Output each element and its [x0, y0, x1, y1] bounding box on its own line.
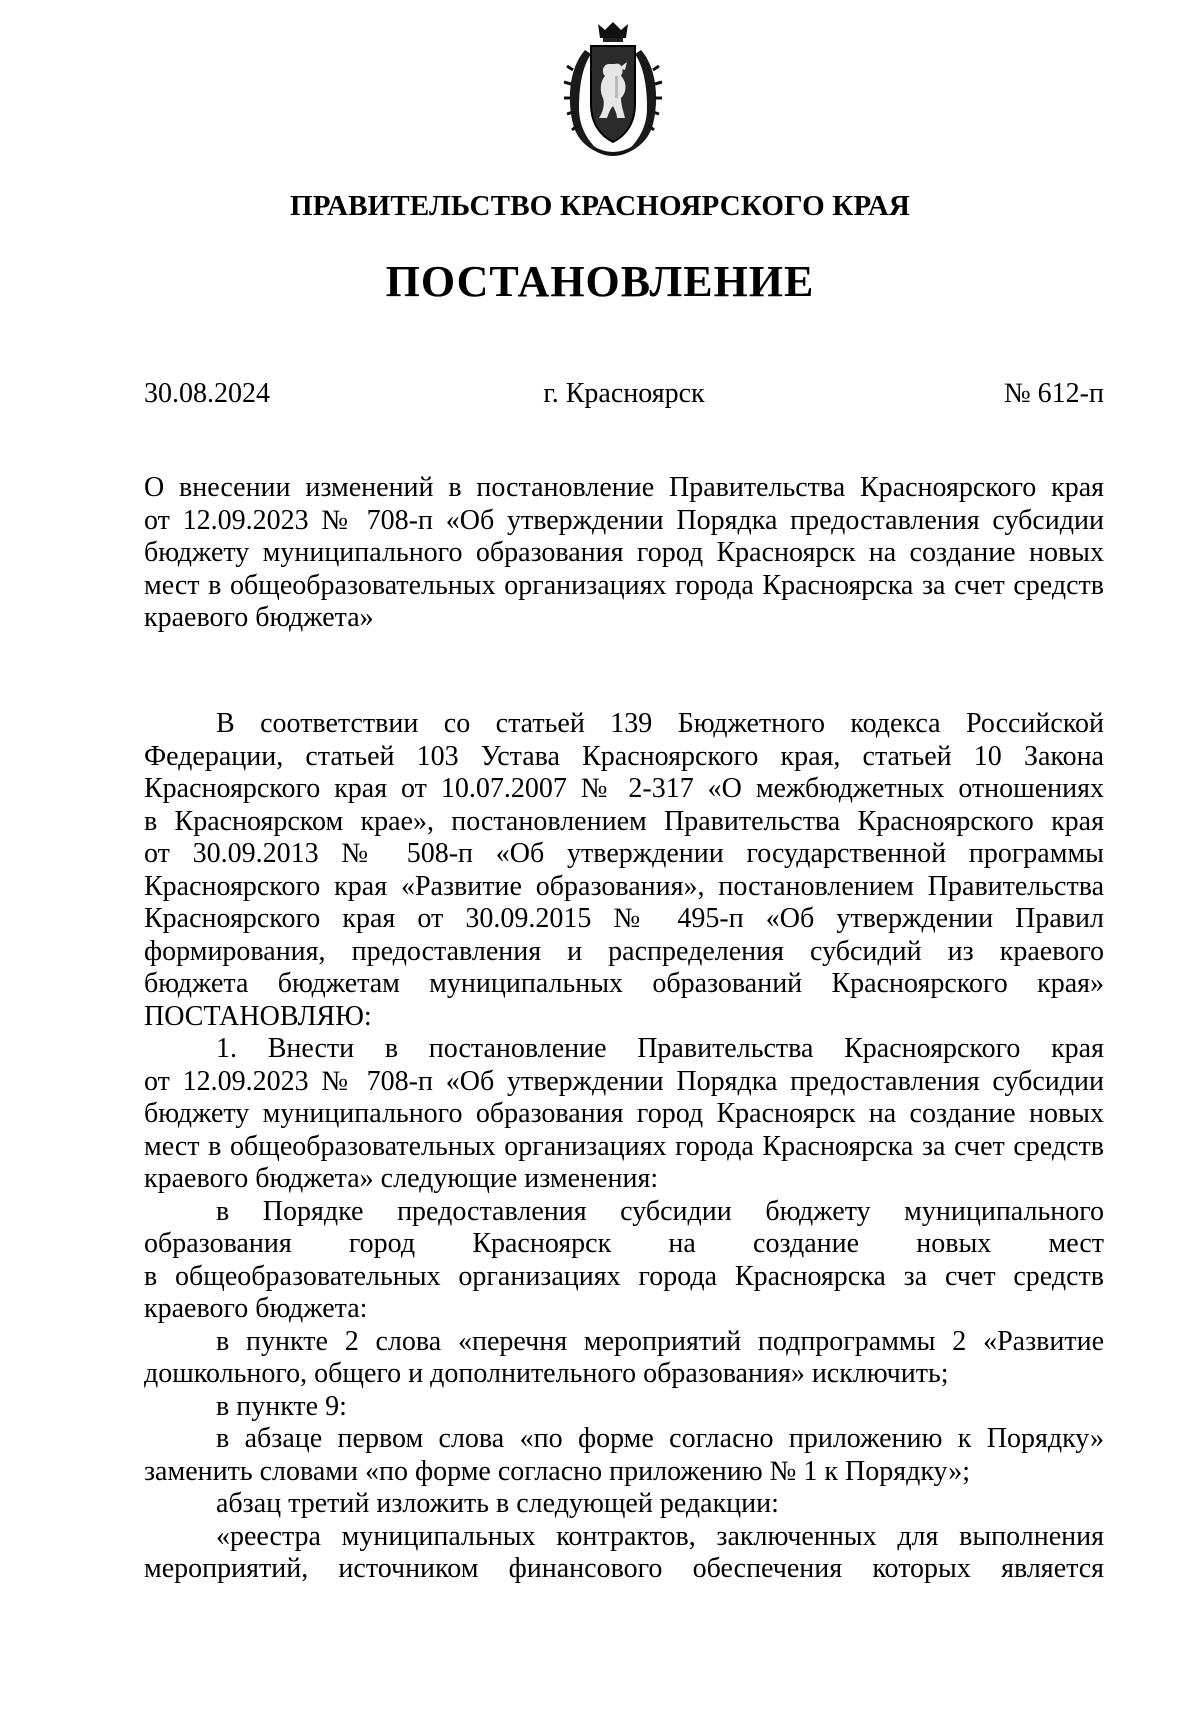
paragraph-third-amendment	[144, 1488, 1104, 1521]
point-9-paragraph	[144, 1391, 1104, 1424]
document-number: № 612-п	[1003, 378, 1104, 409]
point-9-line: в пункте 9:	[216, 1390, 347, 1422]
preamble-paragraph	[144, 708, 1104, 1033]
title-line: от 12.09.2023 № 708-п «Об утверждении Порядка предоставления субсидии	[144, 504, 1104, 536]
item-1-paragraph	[144, 1033, 1104, 1196]
item-1-line: бюджету муниципального образования город Красноярск на создание новых	[144, 1098, 1104, 1129]
point-2-line: дошкольного, общего и дополнительного образования» исключить;	[144, 1358, 949, 1389]
registry-line: «реестра муниципальных контрактов, заключенных для выполнения	[216, 1520, 1104, 1552]
preamble-line: В соответствии со статьей 139 Бюджетного кодекса Российской	[216, 708, 1104, 739]
paragraph-first-amendment	[144, 1423, 1104, 1488]
government-name: ПРАВИТЕЛЬСТВО КРАСНОЯРСКОГО КРАЯ	[289, 190, 911, 222]
item-1-line: от 12.09.2023 № 708-п «Об утверждении Порядка предоставления субсидии	[144, 1065, 1104, 1097]
order-line: в общеобразовательных организациях города Красноярска за счет средств	[144, 1260, 1104, 1292]
preamble-line: ПОСТАНОВЛЯЮ:	[144, 1000, 372, 1032]
document-title	[144, 472, 1104, 635]
preamble-line: формирования, предоставления и распределения субсидий из краевого	[144, 935, 1104, 967]
preamble-line: Красноярского края от 30.09.2015 № 495-п «Об утверждении Правил	[144, 903, 1104, 934]
point-2-paragraph	[144, 1326, 1104, 1391]
paragraph-first-line: заменить словами «по форме согласно приложению № 1 к Порядку»;	[144, 1455, 971, 1487]
order-paragraph	[144, 1196, 1104, 1326]
coat-of-arms-icon	[563, 20, 663, 158]
registry-paragraph	[144, 1521, 1104, 1586]
document-body	[144, 708, 1104, 1586]
order-line: в Порядке предоставления субсидии бюджету муниципального	[216, 1195, 1104, 1227]
document-city: г. Красноярск	[543, 378, 705, 409]
preamble-line: бюджета бюджетам муниципальных образований Красноярского края»	[144, 968, 1104, 999]
item-1-line: краевого бюджета» следующие изменения:	[144, 1163, 659, 1194]
paragraph-first-line: в абзаце первом слова «по форме согласно приложению к Порядку»	[216, 1423, 1104, 1454]
order-line: образования город Красноярск на создание новых мест	[144, 1228, 1104, 1259]
title-line: мест в общеобразовательных организациях города Красноярска за счет средств	[144, 569, 1104, 601]
preamble-line: от 30.09.2013 № 508-п «Об утверждении государственной программы	[144, 838, 1104, 869]
preamble-line: Федерации, статьей 103 Устава Красноярского края, статьей 10 Закона	[144, 740, 1104, 772]
paragraph-third-line: абзац третий изложить в следующей редакции:	[216, 1488, 779, 1519]
title-line: краевого бюджета»	[144, 602, 374, 633]
preamble-line: Красноярского края от 10.07.2007 № 2-317 «О межбюджетных отношениях	[144, 773, 1104, 804]
title-line: О внесении изменений в постановление Правительства Красноярского края	[144, 472, 1104, 503]
preamble-line: в Красноярском крае», постановлением Правительства Красноярского края	[144, 805, 1104, 837]
document-date: 30.08.2024	[144, 378, 270, 409]
preamble-line: Красноярского края «Развитие образования», постановлением Правительства	[144, 870, 1104, 902]
title-line: бюджету муниципального образования город Красноярск на создание новых	[144, 537, 1104, 568]
registry-line: мероприятий, источником финансового обеспечения которых является	[144, 1553, 1104, 1584]
item-1-line: мест в общеобразовательных организациях города Красноярска за счет средств	[144, 1130, 1104, 1162]
document-type: ПОСТАНОВЛЕНИЕ	[385, 257, 815, 306]
point-2-line: в пункте 2 слова «перечня мероприятий подпрограммы 2 «Развитие	[216, 1325, 1104, 1357]
order-line: краевого бюджета:	[144, 1293, 368, 1324]
item-1-line: 1. Внести в постановление Правительства Красноярского края	[216, 1033, 1104, 1064]
document-meta	[144, 376, 1104, 412]
